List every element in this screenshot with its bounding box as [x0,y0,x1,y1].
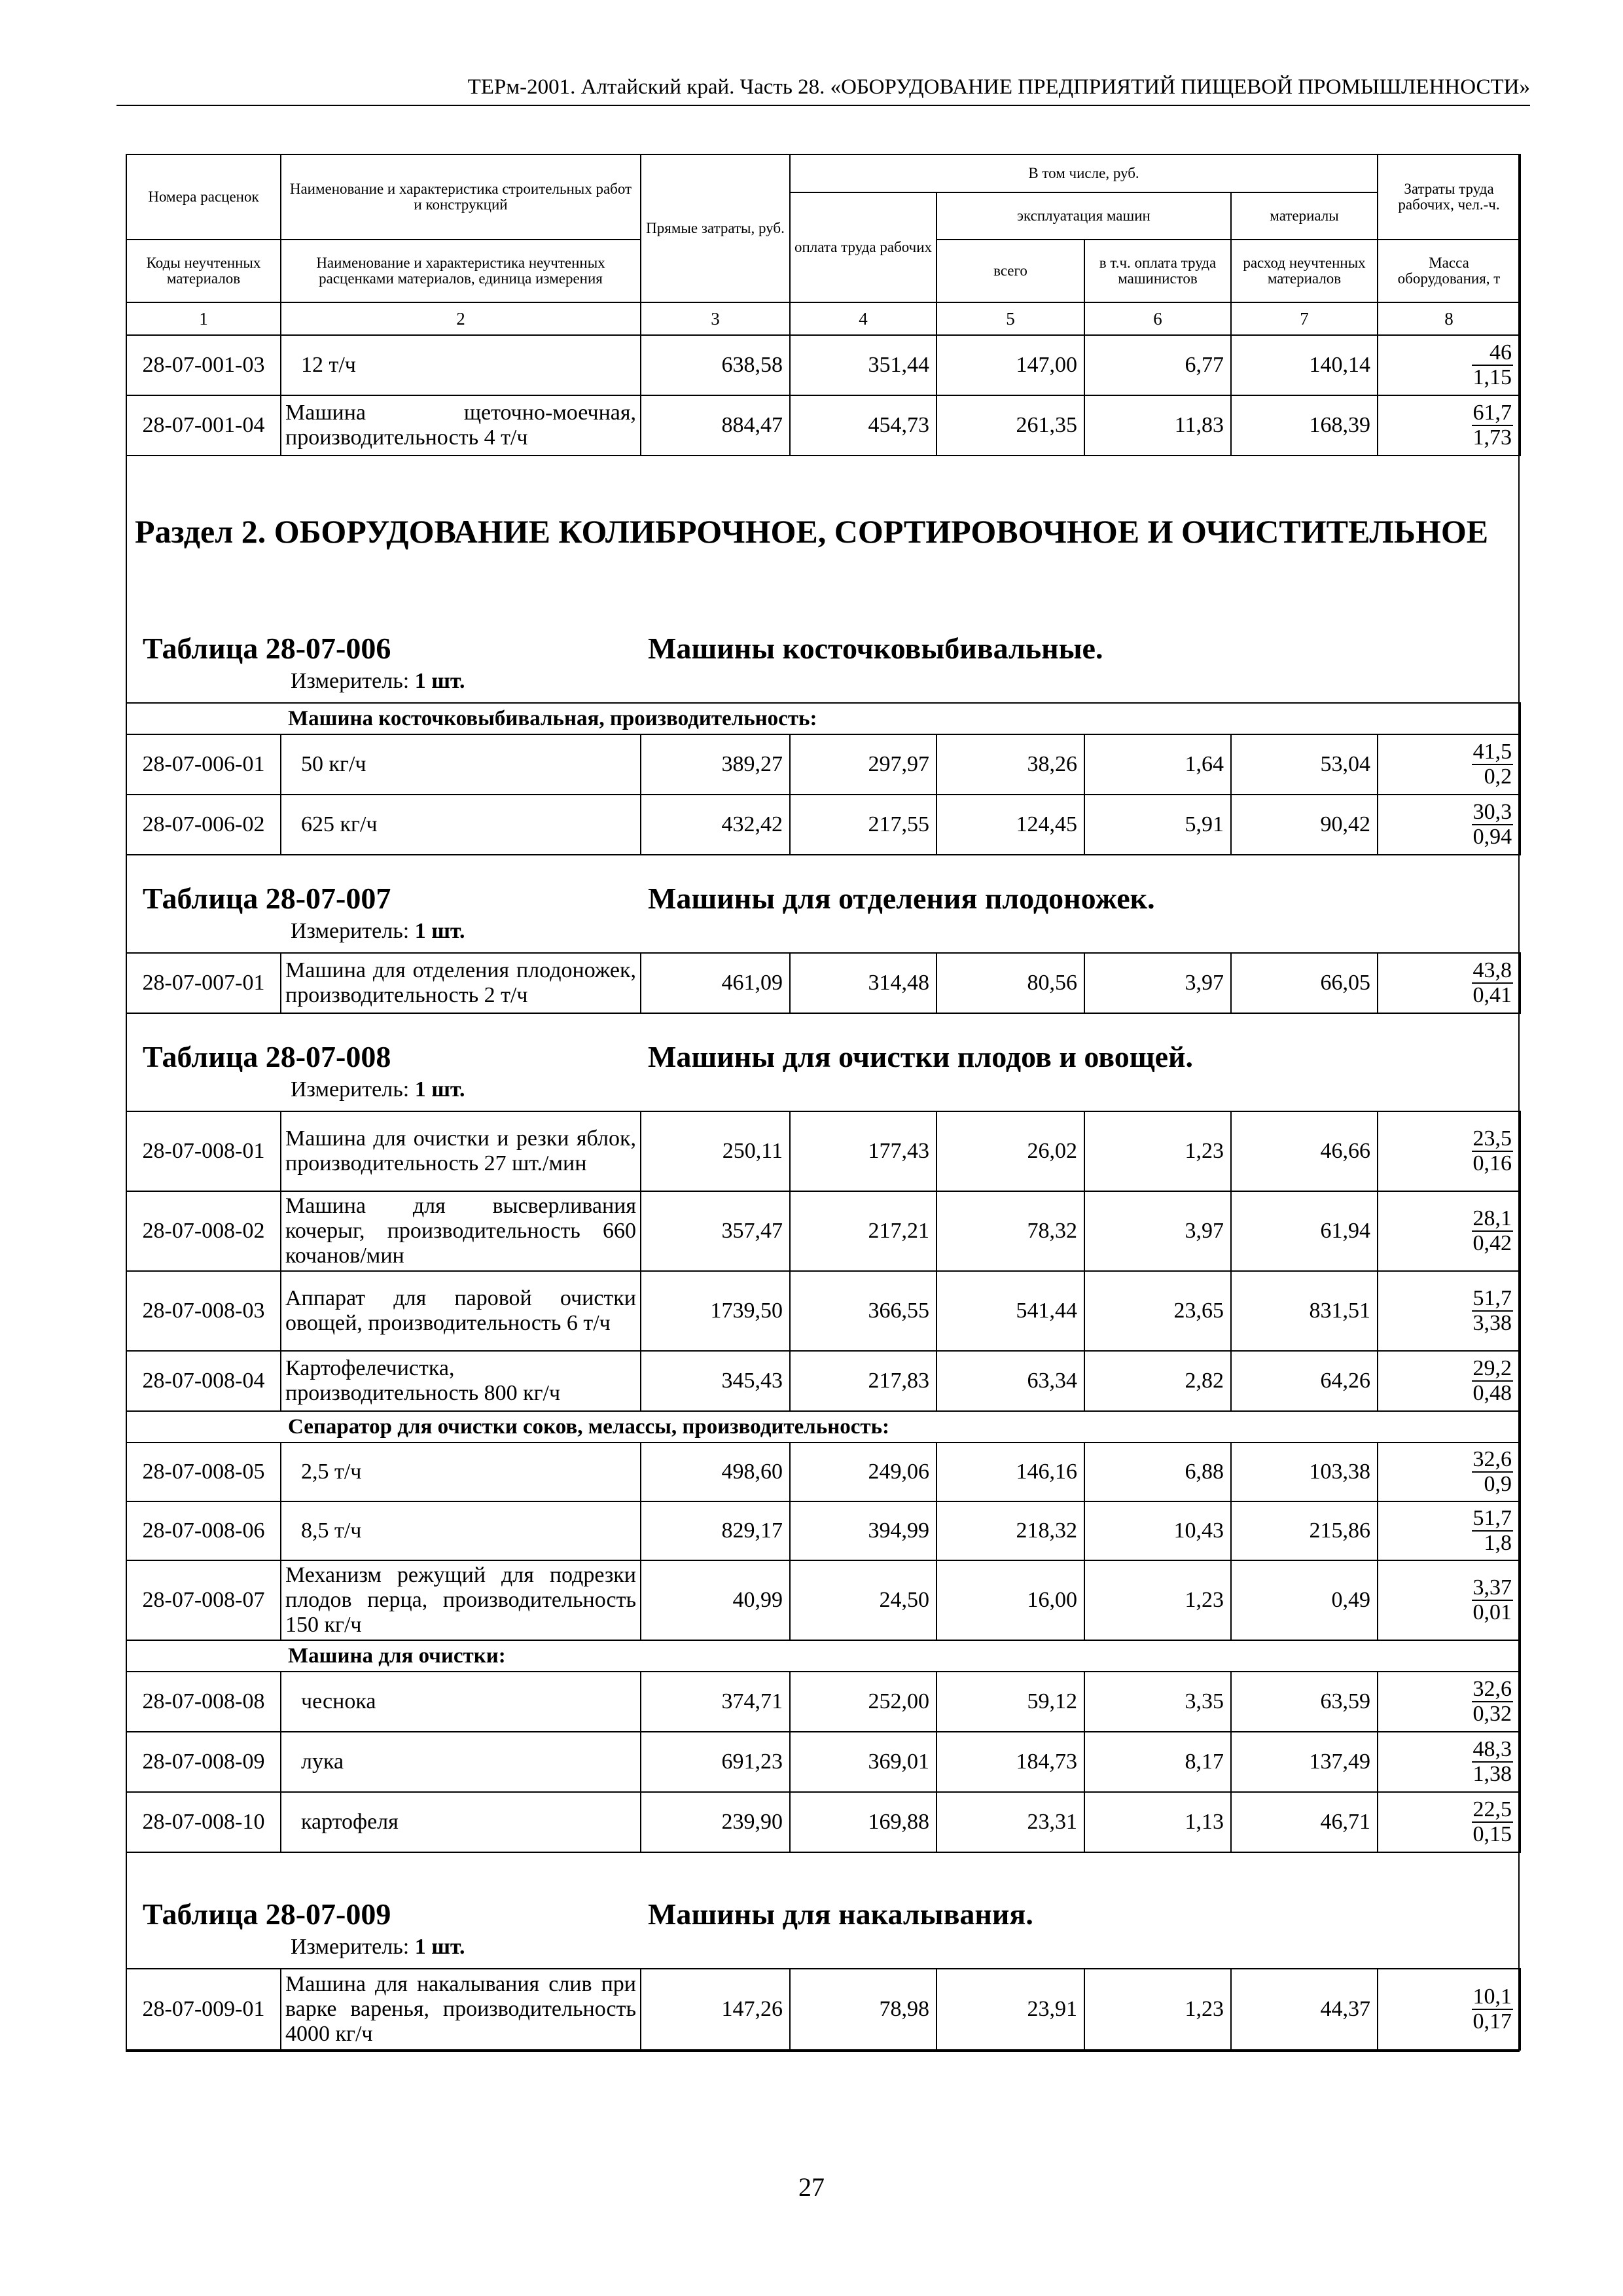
wages: 24,50 [790,1560,936,1640]
materials: 63,59 [1231,1672,1378,1732]
measure-unit: Измеритель: 1 шт. [291,1077,465,1102]
column-number: 8 [1378,302,1520,335]
direct-costs: 691,23 [641,1732,790,1792]
equipment-mass: 1,8 [1484,1530,1512,1555]
labor-costs: 51,7 [1472,1285,1512,1310]
wages: 217,55 [790,795,936,855]
column-number: 1 [126,302,281,335]
rate-code: 28-07-008-06 [126,1501,281,1560]
rate-code: 28-07-008-07 [126,1560,281,1640]
equipment-mass: 0,01 [1472,1600,1512,1624]
wages: 369,01 [790,1732,936,1792]
drivers-wages: 11,83 [1084,395,1231,456]
equipment-mass: 0,15 [1472,1821,1512,1846]
header-machines-total: всего [936,240,1084,302]
machines-total: 23,31 [936,1792,1084,1852]
work-name: картофеля [281,1792,641,1852]
labor-costs: 22,5 [1472,1797,1512,1821]
machines-total: 261,35 [936,395,1084,456]
work-name: Машина для очистки и резки яблок, производительность 27 шт./мин [281,1111,641,1191]
direct-costs: 829,17 [641,1501,790,1560]
column-number: 7 [1231,302,1378,335]
drivers-wages: 1,23 [1084,1111,1231,1191]
drivers-wages: 1,23 [1084,1560,1231,1640]
equipment-mass: 1,38 [1472,1761,1512,1786]
machines-total: 63,34 [936,1351,1084,1411]
column-number: 6 [1084,302,1231,335]
equipment-mass: 0,32 [1472,1701,1512,1726]
group-heading: Сепаратор для очистки соков, мелассы, производительность: [126,1411,1520,1443]
wages: 78,98 [790,1969,936,2050]
drivers-wages: 3,35 [1084,1672,1231,1732]
labor-costs: 32,6 [1472,1446,1512,1471]
equipment-mass: 0,48 [1472,1380,1512,1405]
direct-costs: 461,09 [641,953,790,1013]
work-name: Механизм режущий для подрезки плодов перца, производительность 150 кг/ч [281,1560,641,1640]
materials: 137,49 [1231,1732,1378,1792]
rate-code: 28-07-008-10 [126,1792,281,1852]
work-name: Машина щеточно-моечная, производительность 4 т/ч [281,395,641,456]
wages: 394,99 [790,1501,936,1560]
labor-costs: 41,5 [1472,739,1512,764]
rate-code: 28-07-008-04 [126,1351,281,1411]
wages: 217,83 [790,1351,936,1411]
work-name: Аппарат для паровой очистки овощей, производительность 6 т/ч [281,1271,641,1351]
direct-costs: 389,27 [641,734,790,795]
header-unaccounted-consumption: расход неучтенных материалов [1231,240,1378,302]
column-number: 2 [281,302,641,335]
direct-costs: 250,11 [641,1111,790,1191]
table-number: Таблица 28-07-007 [143,882,391,915]
labor-costs: 29,2 [1472,1355,1512,1380]
equipment-mass: 0,94 [1472,824,1512,849]
work-name: 12 т/ч [281,335,641,395]
rate-code: 28-07-008-05 [126,1443,281,1501]
work-name: 8,5 т/ч [281,1501,641,1560]
machines-total: 218,32 [936,1501,1084,1560]
machines-total: 59,12 [936,1672,1084,1732]
table-title: Машины косточковыбивальные. [648,632,1103,665]
drivers-wages: 1,23 [1084,1969,1231,2050]
measure-unit: Измеритель: 1 шт. [291,919,465,943]
rate-code: 28-07-008-01 [126,1111,281,1191]
materials: 53,04 [1231,734,1378,795]
group-heading: Машина косточковыбивальная, производительность: [126,703,1520,734]
materials: 44,37 [1231,1969,1378,2050]
materials: 103,38 [1231,1443,1378,1501]
direct-costs: 147,26 [641,1969,790,2050]
direct-costs: 345,43 [641,1351,790,1411]
labor-costs: 23,5 [1472,1126,1512,1151]
equipment-mass: 0,9 [1484,1471,1512,1496]
machines-total: 147,00 [936,335,1084,395]
direct-costs: 357,47 [641,1191,790,1271]
labor-costs: 46 [1472,341,1514,366]
machines-total: 184,73 [936,1732,1084,1792]
work-name: 50 кг/ч [281,734,641,795]
materials: 140,14 [1231,335,1378,395]
running-header: ТЕРм-2001. Алтайский край. Часть 28. «ОБОРУДОВАНИЕ ПРЕДПРИЯТИЙ ПИЩЕВОЙ ПРОМЫШЛЕННОСТИ» [467,75,1530,99]
wages: 177,43 [790,1111,936,1191]
work-name: 625 кг/ч [281,795,641,855]
wages: 454,73 [790,395,936,456]
rate-code: 28-07-008-02 [126,1191,281,1271]
header-machine-operation: эксплуатация машин [936,192,1231,240]
machines-total: 124,45 [936,795,1084,855]
direct-costs: 1739,50 [641,1271,790,1351]
work-name: чеснока [281,1672,641,1732]
direct-costs: 884,47 [641,395,790,456]
materials: 215,86 [1231,1501,1378,1560]
materials: 831,51 [1231,1271,1378,1351]
machines-total: 146,16 [936,1443,1084,1501]
drivers-wages: 3,97 [1084,1191,1231,1271]
header-rate-numbers: Номера расценок [126,154,281,240]
rate-code: 28-07-006-01 [126,734,281,795]
page-number: 27 [798,2172,825,2202]
labor-costs: 10,1 [1472,1984,1512,2009]
rate-code: 28-07-008-08 [126,1672,281,1732]
equipment-mass: 0,17 [1472,2009,1512,2034]
work-name: 2,5 т/ч [281,1443,641,1501]
header-including: В том числе, руб. [790,154,1378,192]
equipment-mass: 0,41 [1472,982,1512,1007]
wages: 249,06 [790,1443,936,1501]
table-title: Машины для накалывания. [648,1897,1033,1931]
measure-unit: Измеритель: 1 шт. [291,669,465,693]
equipment-mass: 3,38 [1472,1310,1512,1335]
drivers-wages: 3,97 [1084,953,1231,1013]
drivers-wages: 2,82 [1084,1351,1231,1411]
machines-total: 26,02 [936,1111,1084,1191]
header-materials: материалы [1231,192,1378,240]
wages: 252,00 [790,1672,936,1732]
materials: 168,39 [1231,395,1378,456]
section-title: Раздел 2. ОБОРУДОВАНИЕ КОЛИБРОЧНОЕ, СОРТИРОВОЧНОЕ И ОЧИСТИТЕЛЬНОЕ [135,513,1489,550]
materials: 90,42 [1231,795,1378,855]
labor-costs: 61,7 [1472,400,1512,425]
drivers-wages: 23,65 [1084,1271,1231,1351]
header-drivers-wages: в т.ч. оплата труда машинистов [1084,240,1231,302]
rate-code: 28-07-001-03 [126,335,281,395]
rate-code: 28-07-007-01 [126,953,281,1013]
work-name: Машина для накалывания слив при варке варенья, производительность 4000 кг/ч [281,1969,641,2050]
drivers-wages: 6,88 [1084,1443,1231,1501]
rate-code: 28-07-009-01 [126,1969,281,2050]
equipment-mass: 1,15 [1472,365,1512,389]
labor-costs: 3,37 [1472,1575,1512,1600]
rate-code: 28-07-006-02 [126,795,281,855]
work-name: Машина для высверливания кочерыг, производительность 660 кочанов/мин [281,1191,641,1271]
table-number: Таблица 28-07-009 [143,1897,391,1931]
equipment-mass: 1,73 [1472,425,1512,450]
table-title: Машины для очистки плодов и овощей. [648,1040,1194,1073]
column-number: 4 [790,302,936,335]
column-number: 3 [641,302,790,335]
equipment-mass: 0,42 [1472,1230,1512,1255]
header-rule [116,105,1530,106]
labor-costs: 30,3 [1472,799,1512,824]
machines-total: 16,00 [936,1560,1084,1640]
drivers-wages: 1,13 [1084,1792,1231,1852]
table-title: Машины для отделения плодоножек. [648,882,1155,915]
measure-unit: Измеритель: 1 шт. [291,1935,465,1959]
rate-code: 28-07-001-04 [126,395,281,456]
column-number: 5 [936,302,1084,335]
drivers-wages: 1,64 [1084,734,1231,795]
equipment-mass: 0,2 [1484,764,1512,789]
drivers-wages: 10,43 [1084,1501,1231,1560]
labor-costs: 32,6 [1472,1676,1512,1701]
materials: 0,49 [1231,1560,1378,1640]
header-unaccounted-codes: Коды неучтенных материалов [126,240,281,302]
direct-costs: 432,42 [641,795,790,855]
wages: 366,55 [790,1271,936,1351]
wages: 297,97 [790,734,936,795]
header-direct-costs: Прямые затраты, руб. [641,154,790,302]
wages: 169,88 [790,1792,936,1852]
work-name: Машина для отделения плодоножек, производительность 2 т/ч [281,953,641,1013]
materials: 46,71 [1231,1792,1378,1852]
header-wages: оплата труда рабочих [790,192,936,302]
drivers-wages: 5,91 [1084,795,1231,855]
materials: 66,05 [1231,953,1378,1013]
direct-costs: 374,71 [641,1672,790,1732]
header-labor-costs: Затраты труда рабочих, чел.-ч. [1378,154,1520,240]
machines-total: 80,56 [936,953,1084,1013]
table-number: Таблица 28-07-006 [143,632,391,665]
work-name: Картофелечистка, производительность 800 кг/ч [281,1351,641,1411]
direct-costs: 239,90 [641,1792,790,1852]
labor-costs: 43,8 [1472,958,1512,982]
header-work-name: Наименование и характеристика строительных работ и конструкций [281,154,641,240]
group-heading: Машина для очистки: [126,1640,1520,1672]
page-frame [126,154,1520,2052]
materials: 61,94 [1231,1191,1378,1271]
materials: 46,66 [1231,1111,1378,1191]
machines-total: 23,91 [936,1969,1084,2050]
direct-costs: 638,58 [641,335,790,395]
labor-costs: 51,7 [1472,1505,1512,1530]
machines-total: 541,44 [936,1271,1084,1351]
header-equipment-mass: Масса оборудования, т [1378,240,1520,302]
table-number: Таблица 28-07-008 [143,1040,391,1073]
labor-costs: 28,1 [1472,1206,1512,1230]
materials: 64,26 [1231,1351,1378,1411]
drivers-wages: 6,77 [1084,335,1231,395]
machines-total: 38,26 [936,734,1084,795]
rate-code: 28-07-008-09 [126,1732,281,1792]
machines-total: 78,32 [936,1191,1084,1271]
header-unaccounted-name: Наименование и характеристика неучтенных расценками материалов, единица измерения [281,240,641,302]
work-name: лука [281,1732,641,1792]
wages: 314,48 [790,953,936,1013]
rate-code: 28-07-008-03 [126,1271,281,1351]
wages: 351,44 [790,335,936,395]
wages: 217,21 [790,1191,936,1271]
direct-costs: 498,60 [641,1443,790,1501]
direct-costs: 40,99 [641,1560,790,1640]
labor-costs: 48,3 [1472,1736,1512,1761]
equipment-mass: 0,16 [1472,1151,1512,1175]
drivers-wages: 8,17 [1084,1732,1231,1792]
